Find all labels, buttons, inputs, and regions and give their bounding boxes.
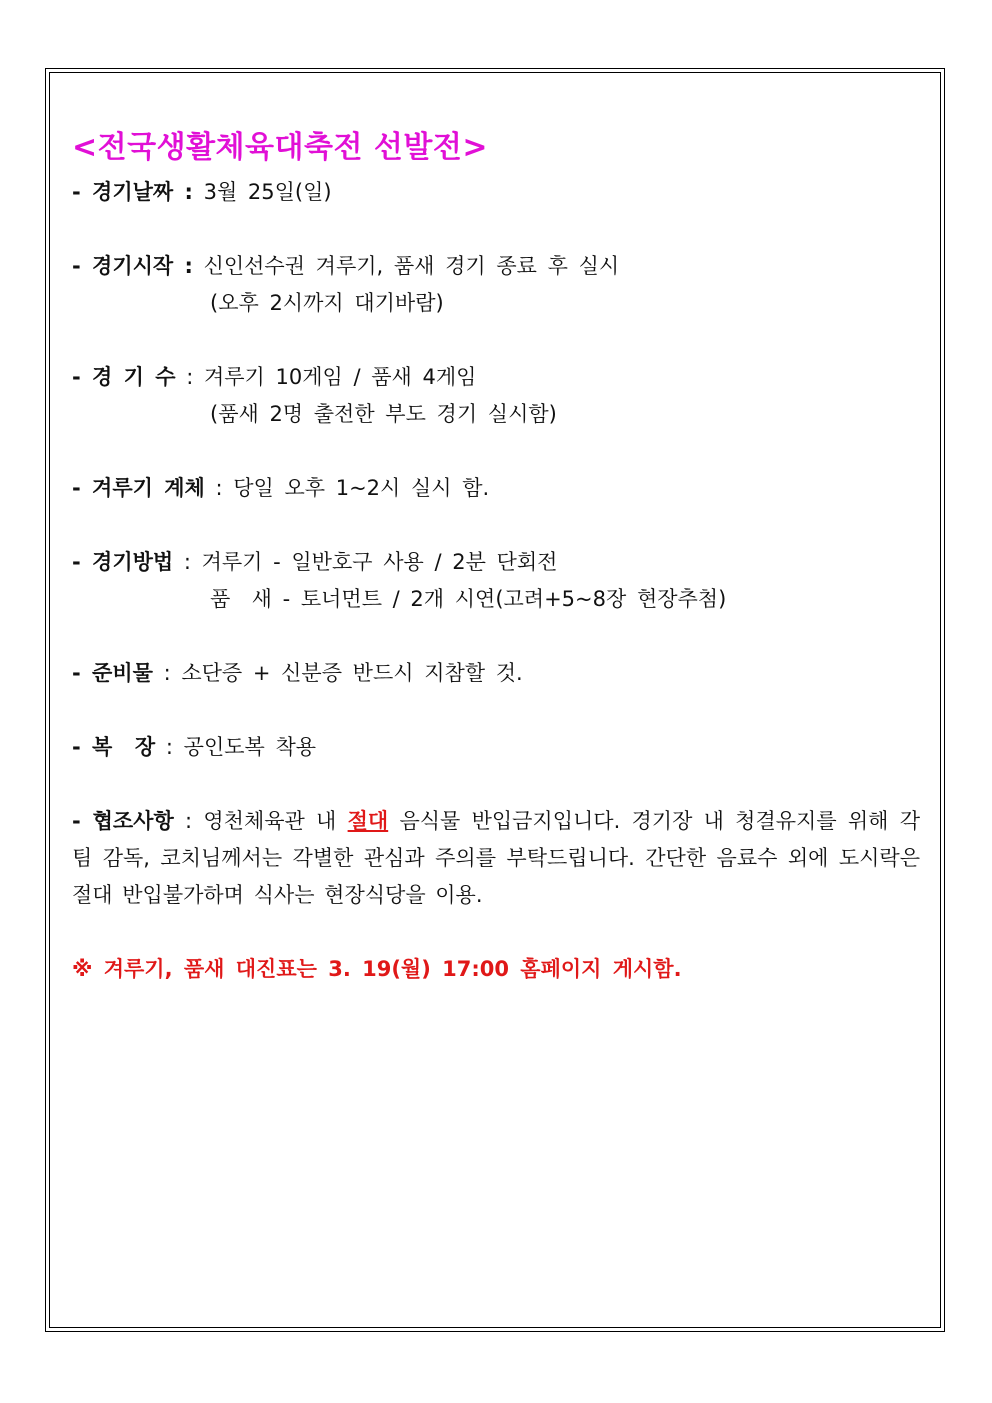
item-attire-value: : 공인도복 착용 — [165, 735, 317, 759]
item-method-note: 품 새 - 토너먼트 / 2개 시연(고려+5~8장 현장추첨) — [210, 587, 727, 611]
item-coop-label: - 협조사항 — [72, 809, 174, 833]
item-count-value: : 겨루기 10게임 / 품새 4게임 — [186, 365, 477, 389]
item-count — [72, 359, 920, 396]
item-weigh-label: - 겨루기 계체 — [72, 476, 205, 500]
item-prep-label: - 준비물 — [72, 661, 153, 685]
item-count-label: - 경 기 수 — [72, 365, 176, 389]
item-coop-emphasis: 절대 — [347, 809, 389, 833]
item-prep-value: : 소단증 + 신분증 반드시 지참할 것. — [163, 661, 523, 685]
item-attire-label: - 복 장 — [72, 735, 156, 759]
item-prep — [72, 655, 920, 692]
item-method — [72, 544, 920, 581]
bracket-notice: ※ 겨루기, 품새 대진표는 3. 19(월) 17:00 홈페이지 게시함. — [72, 957, 682, 981]
item-weigh-value: : 당일 오후 1~2시 실시 함. — [215, 476, 490, 500]
document-body — [72, 128, 920, 988]
item-date-value: 3월 25일(일) — [203, 180, 332, 204]
item-date-label: - 경기날짜 : — [72, 180, 193, 204]
item-start-label: - 경기시작 : — [72, 254, 193, 278]
item-coop-post: 음식물 반입금지입니다. 경기장 내 청결유지를 위해 각 팀 감독, 코치님께서는 각별한 관심과 주의를 부탁드립니다. 간단한 음료수 외에 도시락은 절대 반입불가하며 식사는 현장식당을 이용. — [72, 809, 920, 907]
item-method-value: : 겨루기 - 일반호구 사용 / 2분 단회전 — [183, 550, 558, 574]
item-coop — [72, 803, 920, 914]
item-coop-pre: : 영천체육관 내 — [185, 809, 348, 833]
item-date — [72, 174, 920, 211]
item-method-label: - 경기방법 — [72, 550, 174, 574]
item-weigh — [72, 470, 920, 507]
item-count-note: (품새 2명 출전한 부도 경기 실시함) — [210, 402, 557, 426]
item-attire — [72, 729, 920, 766]
document-title: <전국생활체육대축전 선발전> — [72, 130, 488, 165]
item-start-note: (오후 2시까지 대기바람) — [210, 291, 444, 315]
item-start — [72, 248, 920, 285]
item-start-value: 신인선수권 겨루기, 품새 경기 종료 후 실시 — [203, 254, 620, 278]
